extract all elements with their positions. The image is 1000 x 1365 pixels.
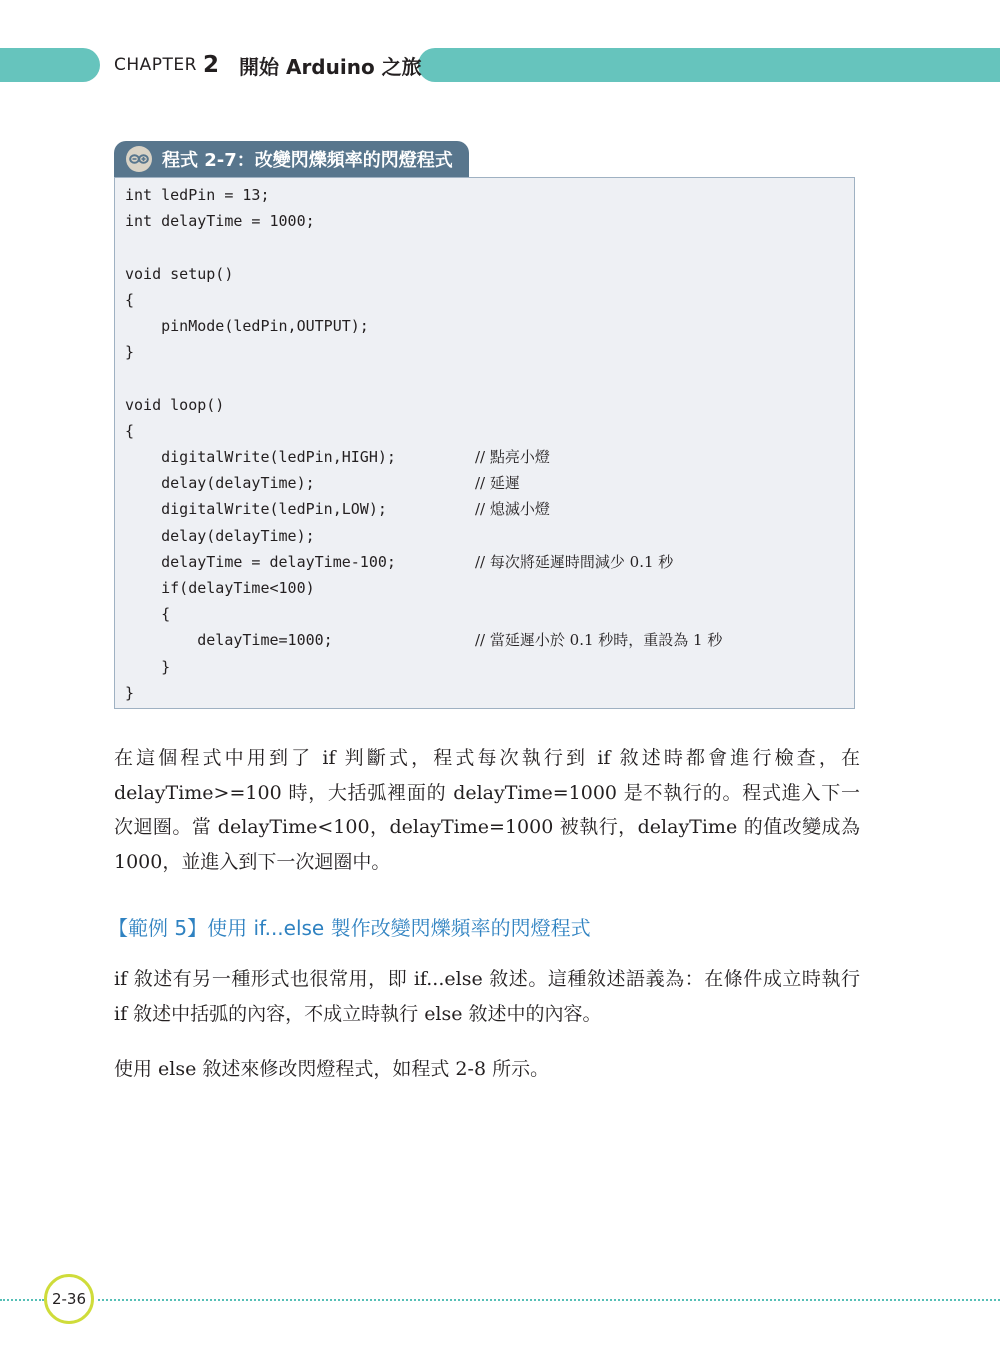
chapter-header — [114, 48, 422, 82]
code-line: delay(delayTime); — [125, 527, 315, 545]
code-line: } — [125, 343, 135, 361]
footer-dotted-line-right — [98, 1299, 1000, 1301]
code-line: if(delayTime<100) — [125, 579, 315, 597]
chapter-title: 開始 Arduino 之旅 — [239, 54, 422, 79]
code-comment: // 每次將延遲時間減少 0.1 秒 — [475, 553, 674, 571]
code-line: void setup() — [125, 265, 234, 283]
code-line: digitalWrite(ledPin,HIGH); — [125, 448, 396, 466]
code-line: void loop() — [125, 396, 225, 414]
code-comment: // 熄滅小燈 — [475, 500, 550, 518]
code-line: { — [125, 291, 135, 309]
infinity-icon — [126, 146, 152, 172]
code-comment: // 當延遲小於 0.1 秒時，重設為 1 秒 — [475, 631, 723, 649]
code-line: int delayTime = 1000; — [125, 212, 315, 230]
code-line: } — [125, 684, 135, 702]
code-line: delay(delayTime); — [125, 474, 315, 492]
section-heading: 【範例 5】使用 if...else 製作改變閃爍頻率的閃燈程式 — [108, 916, 591, 940]
header-band-right — [418, 48, 1000, 82]
chapter-word: CHAPTER — [114, 55, 197, 75]
code-line: { — [125, 422, 135, 440]
paragraph-explanation: 在這個程式中用到了 if 判斷式，程式每次執行到 if 敘述時都會進行檢查，在 delayTime>=100 時，大括弧裡面的 delayTime=1000 是不執行的。程式進入下一次迴圈。當 delayTime<100，delayTime=1000 被執行，delayTime 的值改變成為 1000，並進入到下一次迴圈中。 — [114, 747, 860, 873]
header-band-left — [0, 48, 100, 82]
code-line: delayTime=1000; — [125, 631, 333, 649]
paragraph-intro-listing: 使用 else 敘述來修改閃燈程式，如程式 2-8 所示。 — [114, 1058, 550, 1080]
code-line: digitalWrite(ledPin,LOW); — [125, 500, 387, 518]
code-block — [114, 177, 855, 709]
footer-dotted-line-left — [0, 1299, 44, 1301]
page-number: 2-36 — [44, 1274, 94, 1324]
code-comment: // 點亮小燈 — [475, 448, 550, 466]
code-comment: // 延遲 — [475, 474, 520, 492]
code-line: } — [125, 658, 171, 676]
listing-title-tab — [114, 141, 469, 177]
paragraph-if-else: if 敘述有另一種形式也很常用，即 if...else 敘述。這種敘述語義為：在條件成立時執行 if 敘述中括弧的內容，不成立時執行 else 敘述中的內容。 — [114, 968, 860, 1025]
code-line: int ledPin = 13; — [125, 186, 270, 204]
chapter-number: 2 — [202, 52, 219, 78]
code-line: { — [125, 605, 171, 623]
code-line: pinMode(ledPin,OUTPUT); — [125, 317, 369, 335]
code-line: delayTime = delayTime-100; — [125, 553, 396, 571]
listing-title: 程式 2-7：改變閃爍頻率的閃燈程式 — [162, 150, 453, 171]
